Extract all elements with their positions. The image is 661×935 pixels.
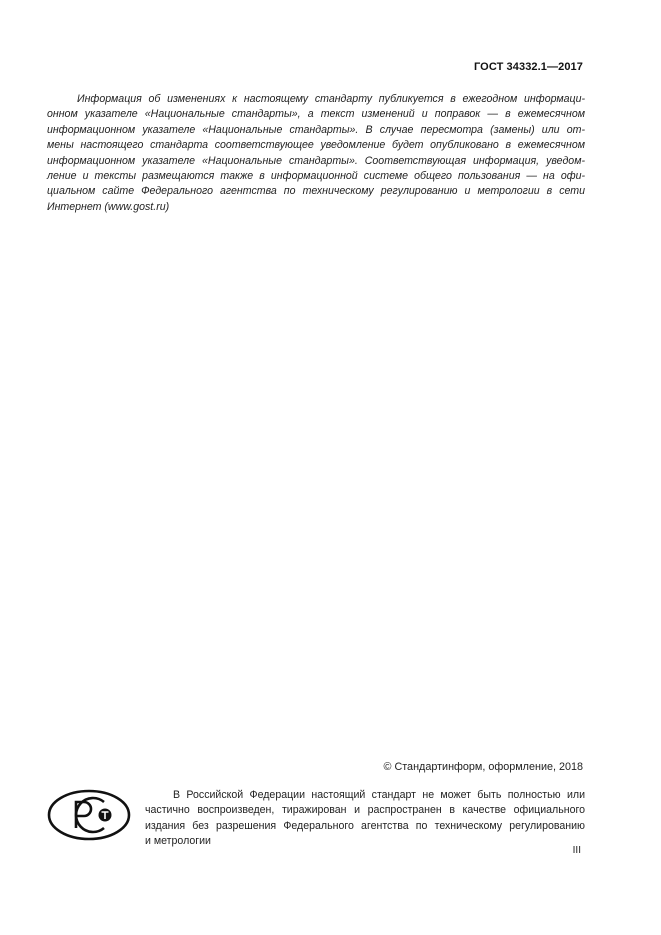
info-notice-line: ление и тексты размещаются также в информационной системе общего пользования — на офи- [47, 170, 585, 183]
gost-logo-icon [46, 788, 132, 842]
rights-notice-line: и метрологии [145, 834, 211, 847]
info-notice-line: информационном указателе «Национальные стандарты». В случае пересмотра (замены) или от- [47, 123, 585, 136]
info-notice-line: онном указателе «Национальные стандарты», а текст изменений и поправок — в ежемесячном [47, 108, 585, 121]
info-notice-line: мены настоящего стандарта соответствующее уведомление будет опубликовано в ежемесячном [47, 139, 585, 152]
copyright-notice: © Стандартинформ, оформление, 2018 [383, 761, 583, 773]
rights-notice-line: частично воспроизведен, тиражирован и распространен в качестве официального [145, 804, 585, 817]
rights-notice-line: В Российской Федерации настоящий стандарт не может быть полностью или [173, 789, 585, 801]
info-notice-line: Информация об изменениях к настоящему стандарту публикуется в ежегодном информаци- [77, 93, 585, 105]
info-notice-line: информационном указателе «Национальные стандарты». Соответствующая информация, уведом- [47, 154, 585, 167]
standard-id-header: ГОСТ 34332.1—2017 [473, 61, 583, 73]
info-notice-line: Интернет (www.gost.ru) [47, 200, 170, 213]
info-notice-paragraph [47, 92, 585, 215]
page-number: III [572, 845, 581, 856]
rights-notice-line: издания без разрешения Федерального агентства по техническому регулированию [145, 819, 585, 832]
rights-notice-paragraph [145, 788, 585, 849]
info-notice-line: циальном сайте Федерального агентства по техническому регулированию и метрологии в сети [47, 185, 585, 198]
